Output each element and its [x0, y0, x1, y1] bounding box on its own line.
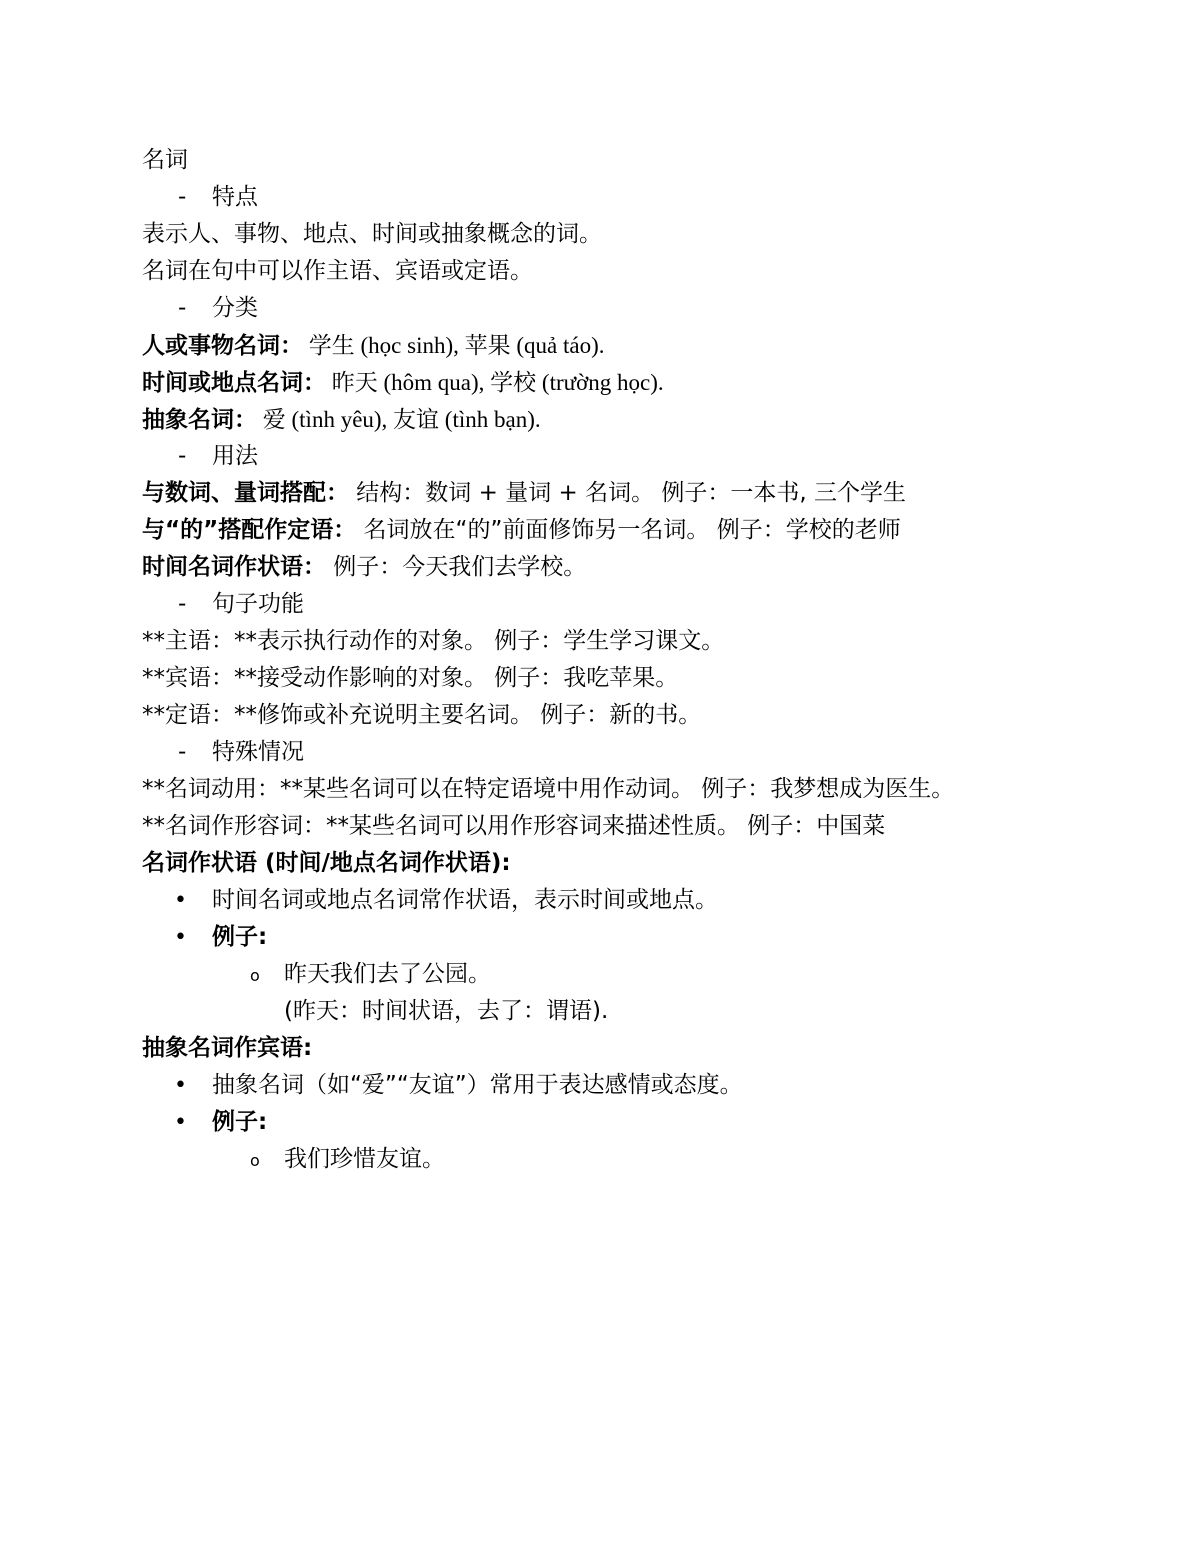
- section-heading-sentence-function: [142, 586, 1142, 623]
- list-item-text: 例子:: [212, 924, 268, 950]
- text-line: **名词动用：**某些名词可以在特定语境中用作动词。 例子：我梦想成为医生。: [142, 776, 955, 802]
- bullet-marker: •: [174, 1073, 187, 1098]
- classification-item: [142, 401, 1142, 438]
- text-line: 名词在句中可以作主语、宾语或定语。: [142, 258, 533, 284]
- sub-list-item: [142, 956, 1142, 993]
- sub-list-item: [142, 1141, 1142, 1178]
- list-item-text: 抽象名词（如“爱”“友谊”）常用于表达感情或态度。: [212, 1072, 743, 1098]
- item-text: 结构：数词 + 量词 + 名词。 例子：一本书, 三个学生: [349, 480, 907, 506]
- item-label: 时间或地点名词：: [142, 370, 326, 396]
- item-text: 爱 (tình yêu), 友谊 (tình bạn).: [257, 407, 541, 432]
- circle-marker: o: [250, 1151, 260, 1170]
- section-heading-label: 用法: [212, 443, 258, 469]
- bullet-marker: •: [174, 1110, 187, 1135]
- section-heading-special-cases: [142, 734, 1142, 771]
- text-line: **名词作形容词：**某些名词可以用作形容词来描述性质。 例子：中国菜: [142, 813, 886, 839]
- adverbial-heading: 名词作状语 (时间/地点名词作状语):: [142, 850, 511, 876]
- item-label: 人或事物名词：: [142, 333, 303, 359]
- section-heading-usage: [142, 438, 1142, 475]
- section-heading-features: [142, 179, 1142, 216]
- section-heading-label: 分类: [212, 295, 258, 321]
- list-item-text: 例子:: [212, 1109, 268, 1135]
- dash-marker: -: [178, 295, 187, 321]
- item-text: 昨天 (hôm qua), 学校 (trường học).: [326, 370, 664, 395]
- item-label: 与数词、量词搭配：: [142, 480, 349, 506]
- section-heading-classification: [142, 290, 1142, 327]
- list-item-text: 时间名词或地点名词常作状语，表示时间或地点。: [212, 887, 718, 913]
- text-line: **定语：**修饰或补充说明主要名词。 例子：新的书。: [142, 702, 702, 728]
- bullet-marker: •: [174, 888, 187, 913]
- dash-marker: -: [178, 591, 187, 617]
- document-body: [142, 142, 1142, 1178]
- list-item: [142, 1067, 1142, 1104]
- classification-item: [142, 327, 1142, 364]
- usage-item: [142, 512, 1142, 549]
- item-text: 例子：今天我们去学校。: [326, 554, 587, 580]
- dash-marker: -: [178, 184, 187, 210]
- item-label: 与“的”搭配作定语：: [142, 517, 357, 543]
- sub-list-item-text: 我们珍惜友谊。: [284, 1146, 445, 1172]
- classification-item: [142, 364, 1142, 401]
- list-item: [142, 882, 1142, 919]
- item-label: 抽象名词：: [142, 407, 257, 433]
- item-text: 学生 (học sinh), 苹果 (quả táo).: [303, 333, 605, 358]
- text-line: **主语：**表示执行动作的对象。 例子：学生学习课文。: [142, 628, 725, 654]
- usage-item: [142, 475, 1142, 512]
- item-text: 名词放在“的”前面修饰另一名词。 例子：学校的老师: [356, 517, 901, 543]
- item-label: 时间名词作状语：: [142, 554, 326, 580]
- dash-marker: -: [178, 739, 187, 765]
- list-item: [142, 1104, 1142, 1141]
- usage-item: [142, 549, 1142, 586]
- circle-marker: o: [250, 966, 260, 985]
- section-heading-label: 特点: [212, 184, 258, 210]
- text-line: **宾语：**接受动作影响的对象。 例子：我吃苹果。: [142, 665, 679, 691]
- bullet-marker: •: [174, 925, 187, 950]
- sub-list-item-text: 昨天我们去了公园。: [284, 961, 491, 987]
- object-heading: 抽象名词作宾语:: [142, 1035, 313, 1061]
- section-heading-label: 句子功能: [212, 591, 304, 617]
- example-note: (昨天：时间状语，去了：谓语).: [284, 998, 609, 1024]
- dash-marker: -: [178, 443, 187, 469]
- text-line: 表示人、事物、地点、时间或抽象概念的词。: [142, 221, 602, 247]
- list-item: [142, 919, 1142, 956]
- document-title: 名词: [142, 147, 188, 173]
- section-heading-label: 特殊情况: [212, 739, 304, 765]
